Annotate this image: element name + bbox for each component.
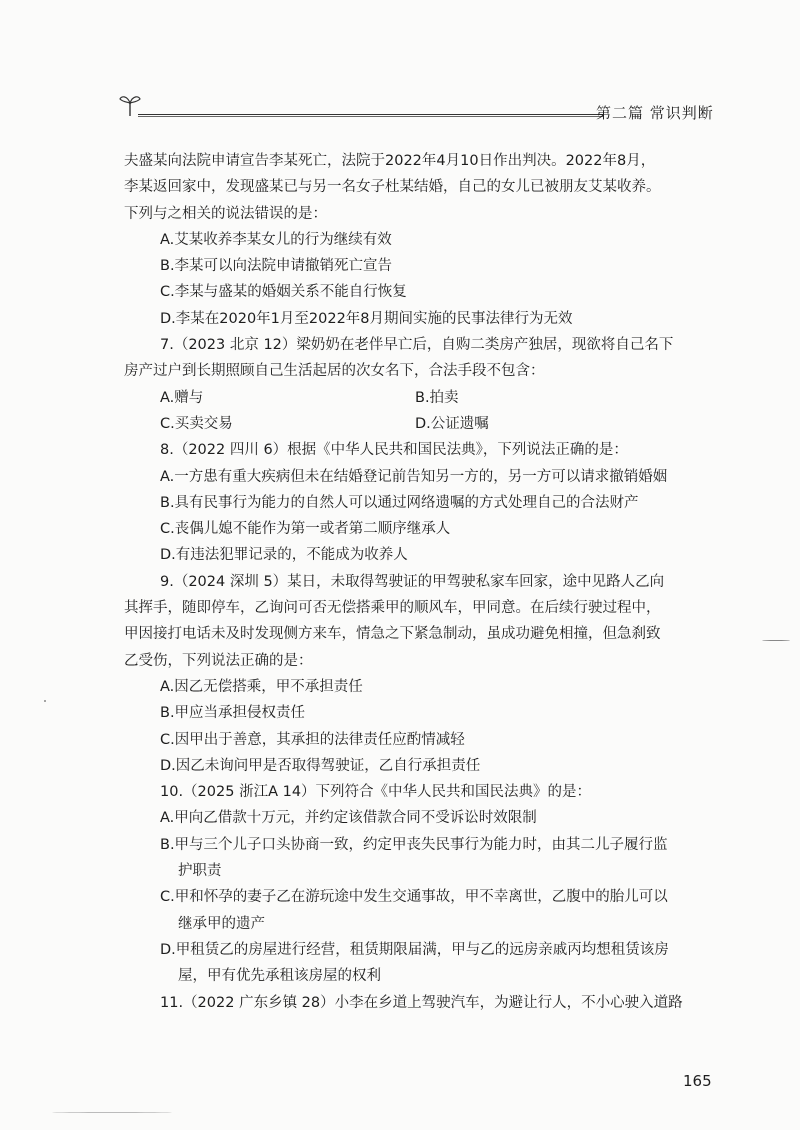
q7-stem-cont: 房产过户到长期照顾自己生活起居的次女名下，合法手段不包含： bbox=[124, 363, 545, 380]
q9-stem: 9.（2024 深圳 5）某日，未取得驾驶证的甲驾驶私家车回家，途中见路人乙向 bbox=[160, 573, 665, 590]
q8-option-d: D.有违法犯罪记录的，不能成为收养人 bbox=[160, 547, 408, 564]
q7-stem: 7.（2023 北京 12）梁奶奶在老伴早亡后，自购二类房产独居，现欲将自己名下 bbox=[160, 337, 674, 354]
header-title: 第二篇 常识判断 bbox=[596, 104, 714, 122]
q10-option-b-line1: B.甲与三个儿子口头协商一致，约定甲丧失民事行为能力时，由其二儿子履行监 bbox=[160, 836, 668, 853]
q9-option-a: A.因乙无偿搭乘，甲不承担责任 bbox=[160, 678, 363, 695]
q8-stem: 8.（2022 四川 6）根据《中华人民共和国民法典》，下列说法正确的是： bbox=[160, 442, 628, 459]
q9-option-d: D.因乙未询问甲是否取得驾驶证，乙自行承担责任 bbox=[160, 757, 481, 774]
q9-option-b: B.甲应当承担侵权责任 bbox=[160, 705, 306, 722]
q10-option-b-line2: 护职责 bbox=[178, 863, 222, 880]
q9-stem-cont: 其挥手，随即停车，乙询问可否无偿搭乘甲的顺风车，甲同意。在后续行驶过程中， bbox=[124, 600, 661, 617]
q11-stem: 11.（2022 广东乡镇 28）小李在乡道上驾驶汽车，为避让行人，不小心驶入道路 bbox=[160, 994, 683, 1011]
q7-option-b: B.拍卖 bbox=[415, 389, 459, 406]
q8-option-b: B.具有民事行为能力的自然人可以通过网络遗嘱的方式处理自己的合法财产 bbox=[160, 494, 639, 511]
q8-option-a: A.一方患有重大疾病但未在结婚登记前告知另一方的，另一方可以请求撤销婚姻 bbox=[160, 468, 668, 485]
q6-option-b: B.李某可以向法院申请撤销死亡宣告 bbox=[160, 258, 393, 275]
page-body bbox=[124, 148, 724, 1016]
q7-option-c: C.买卖交易 bbox=[160, 415, 233, 432]
q7-option-a: A.赠与 bbox=[160, 389, 204, 406]
q10-option-d bbox=[124, 937, 724, 990]
q10-option-d-line1: D.甲租赁乙的房屋进行经营，租赁期限届满，甲与乙的远房亲戚丙均想租赁该房 bbox=[160, 941, 669, 958]
q6-option-d: D.李某在2020年1月至2022年8月期间实施的民事法律行为无效 bbox=[160, 310, 573, 327]
q9-stem-cont: 甲因接打电话未及时发现侧方来车，情急之下紧急制动，虽成功避免相撞，但急刹致 bbox=[124, 626, 661, 643]
page-header bbox=[118, 92, 718, 122]
q10-option-c bbox=[124, 884, 724, 937]
q7-options-row bbox=[124, 385, 724, 411]
q10-option-c-line2: 继承甲的遗产 bbox=[178, 915, 265, 932]
intro-line: 李某返回家中，发现盛某已与另一名女子杜某结婚，自己的女儿已被朋友艾某收养。 bbox=[124, 179, 661, 196]
q8-option-c: C.丧偶儿媳不能作为第一或者第二顺序继承人 bbox=[160, 521, 451, 538]
intro-line: 下列与之相关的说法错误的是： bbox=[124, 205, 327, 222]
intro-line: 夫盛某向法院申请宣告李某死亡，法院于2022年4月10日作出判决。2022年8月， bbox=[124, 153, 656, 169]
q10-option-d-line2: 屋，甲有优先承租该房屋的权利 bbox=[178, 968, 381, 985]
scan-speck bbox=[44, 700, 46, 702]
scan-speck bbox=[52, 1112, 172, 1113]
page-number: 165 bbox=[683, 1072, 712, 1090]
scan-speck bbox=[762, 640, 790, 641]
q6-option-c: C.李某与盛某的婚姻关系不能自行恢复 bbox=[160, 284, 407, 301]
q7-options-row bbox=[124, 411, 724, 437]
q7-option-d: D.公证遗嘱 bbox=[415, 415, 489, 432]
q9-option-c: C.因甲出于善意，其承担的法律责任应酌情减轻 bbox=[160, 731, 465, 748]
q10-stem: 10.（2025 浙江A 14）下列符合《中华人民共和国民法典》的是： bbox=[160, 784, 592, 801]
header-rule-shadow bbox=[138, 116, 603, 117]
q6-option-a: A.艾某收养李某女儿的行为继续有效 bbox=[160, 231, 392, 248]
q10-option-b bbox=[124, 832, 724, 885]
q10-option-c-line1: C.甲和怀孕的妻子乙在游玩途中发生交通事故，甲不幸离世，乙腹中的胎儿可以 bbox=[160, 889, 668, 906]
q10-option-a: A.甲向乙借款十万元，并约定该借款合同不受诉讼时效限制 bbox=[160, 810, 537, 827]
header-rule bbox=[138, 114, 603, 115]
q9-stem-cont: 乙受伤，下列说法正确的是： bbox=[124, 652, 313, 669]
